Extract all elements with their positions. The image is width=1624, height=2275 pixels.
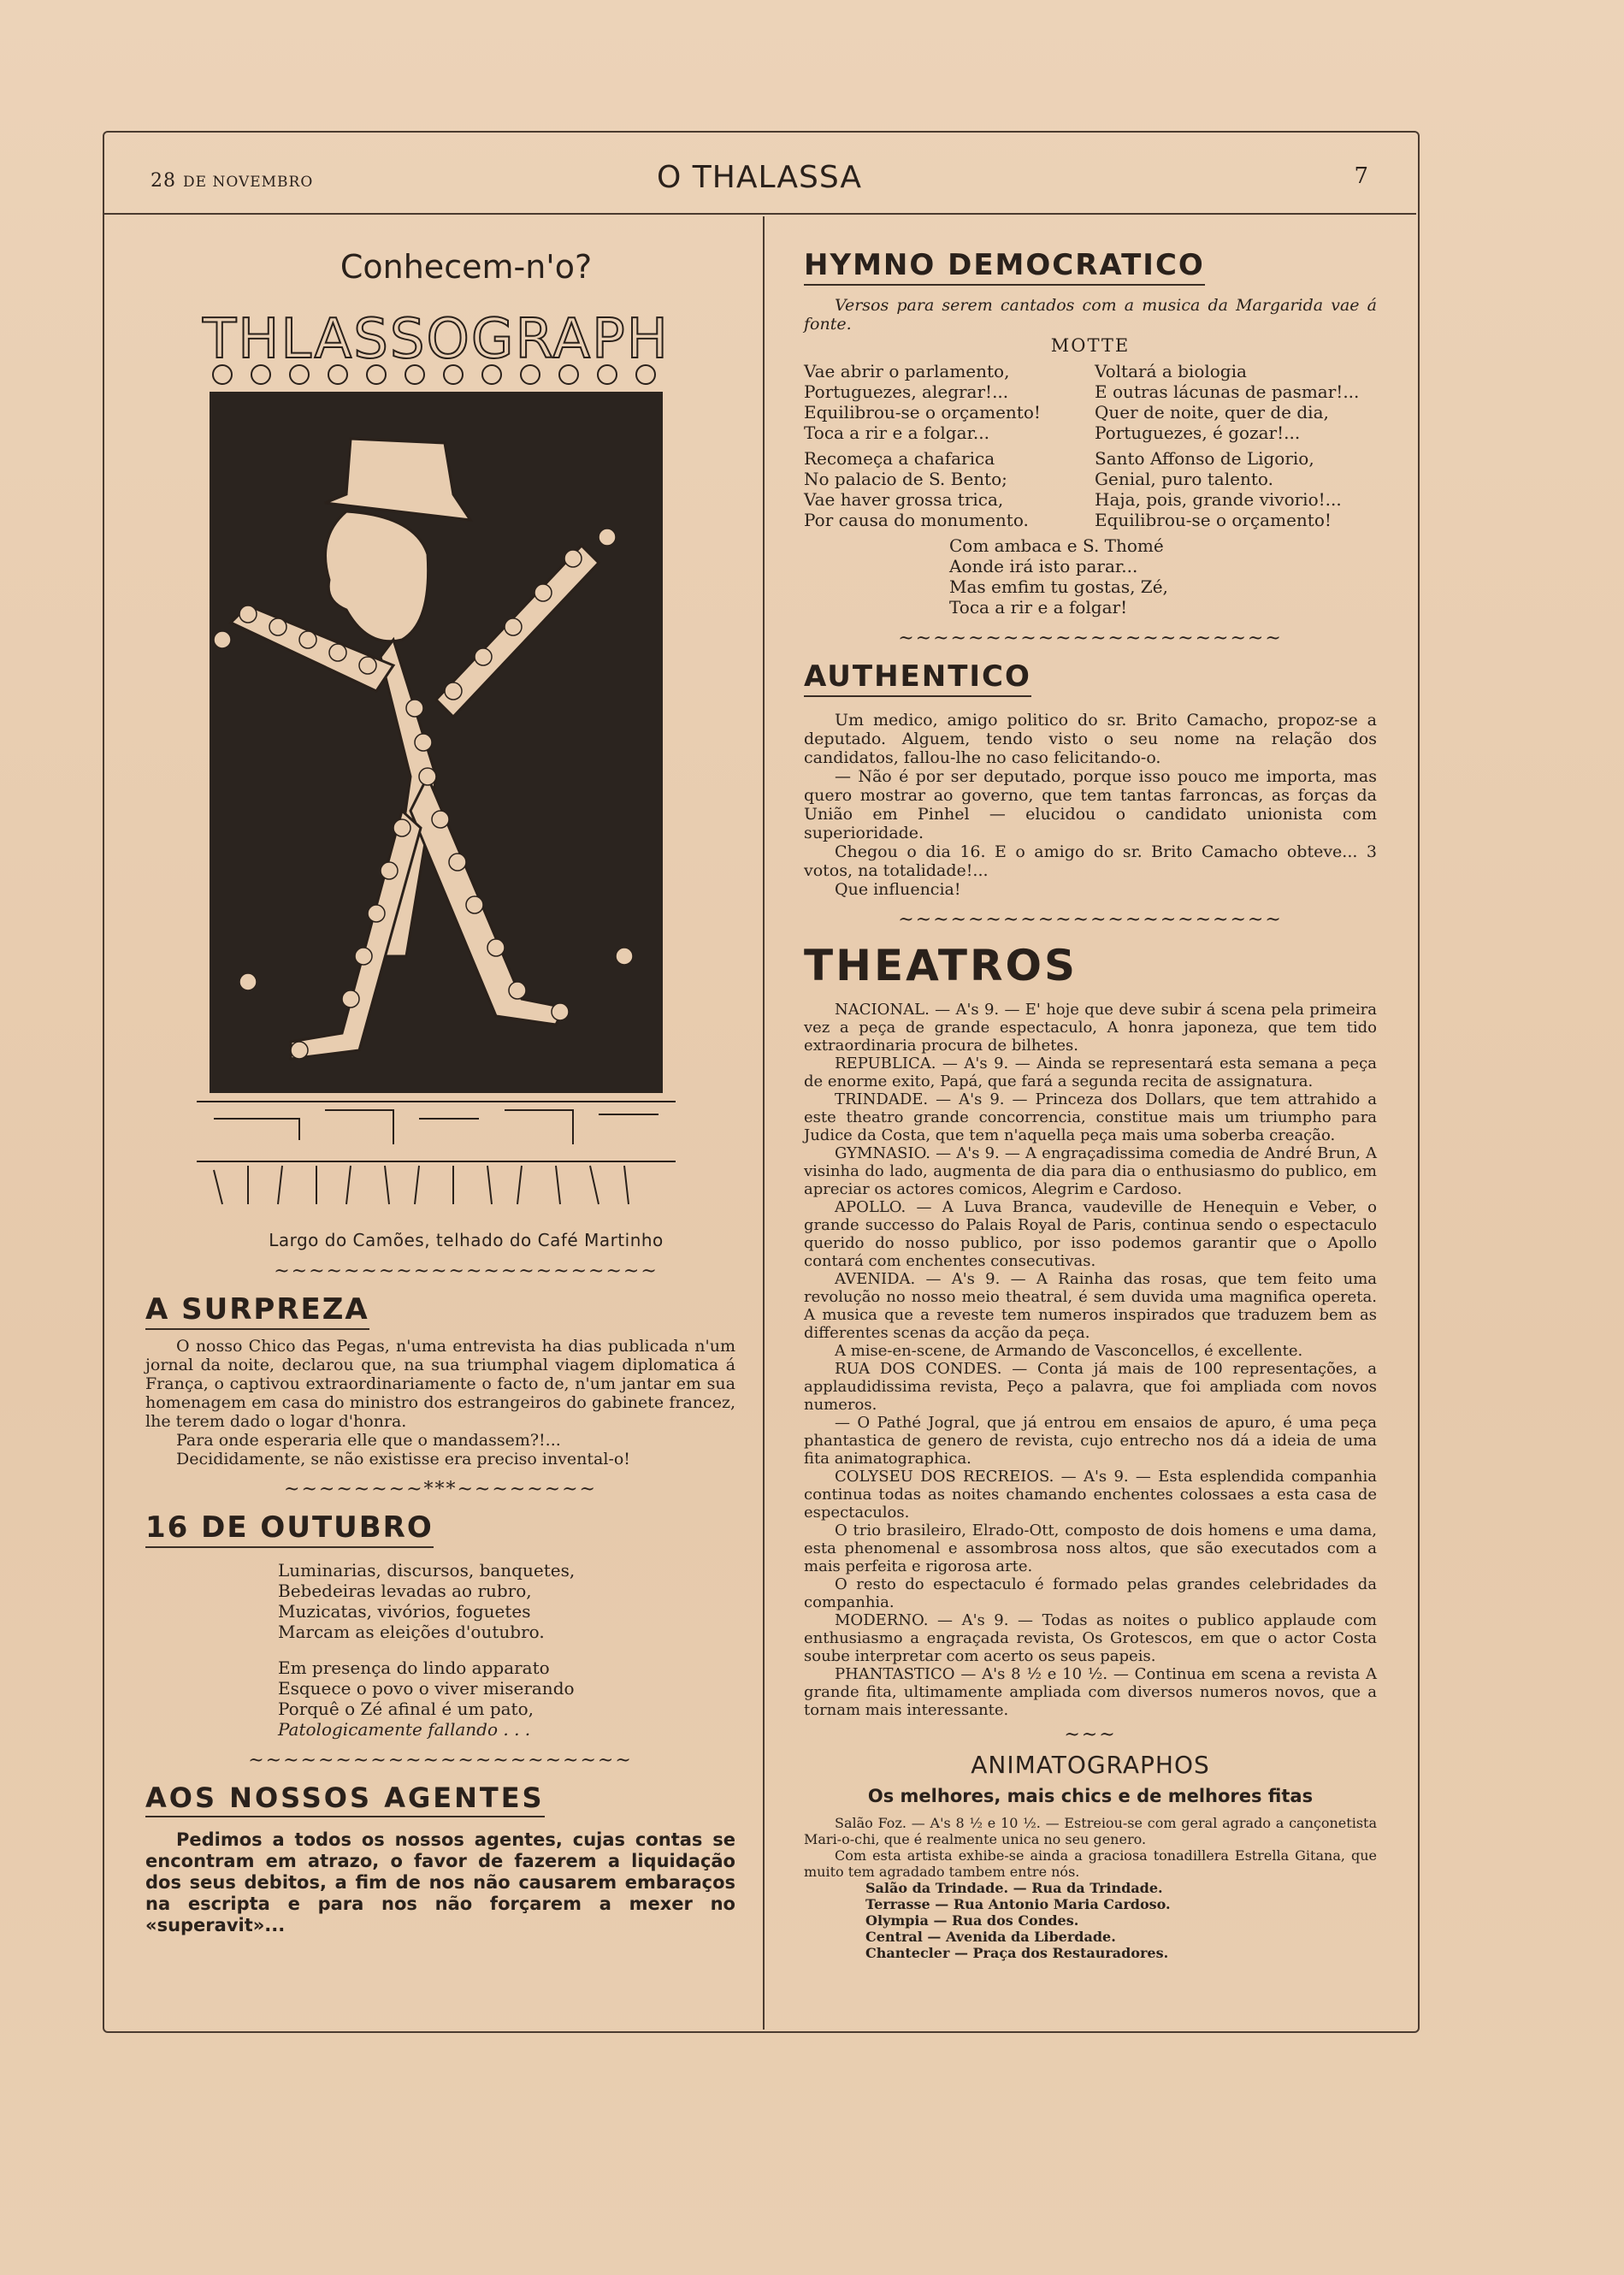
verse-line: Vae abrir o parlamento, [804, 361, 1010, 381]
ornament-divider: ~~~~~~~~~~~~~~~~~~~~~~ [248, 1750, 633, 1771]
verse-line: Toca a rir e a folgar... [804, 422, 989, 443]
theatre-paragraph: MODERNO. — A's 9. — Todas as noites o publico applaude com enthusiasmo a engraçada revista, Os Grotescos, em que o actor Costa soube interpretar com acerto os seus papeis. [804, 1611, 1377, 1665]
animatographo-line: Olympia — Rua dos Condes. [865, 1912, 1079, 1929]
hymno-final-stanza [949, 535, 1377, 618]
authentico-paragraph: Que influencia! [835, 880, 961, 899]
theatre-paragraph: COLYSEU DOS RECREIOS. — A's 9. — Esta esplendida companhia continua todas as noites chamando enchentes colossaes a esta casa de espectaculos. [804, 1468, 1377, 1522]
theatre-paragraph: O resto do espectaculo é formado pelas grandes celebridades da companhia. [804, 1575, 1377, 1611]
verse-line: Portuguezes, alegrar!... [804, 381, 1009, 402]
theatros-section [804, 941, 1377, 1719]
hymno-stanzas-b [804, 448, 1377, 530]
theatros-heading: THEATROS [804, 941, 1078, 990]
animatographo-line: Com esta artista exhibe-se ainda a graciosa tonadillera Estrella Gitana, que muito tem agradado tambem entre nós. [804, 1847, 1377, 1880]
verse-line: Voltará a biologia [1095, 361, 1247, 381]
verse-line: Toca a rir e a folgar! [949, 597, 1128, 618]
animatographos-section [804, 1751, 1377, 1961]
verse-line: E outras lácunas de pasmar!... [1095, 381, 1360, 402]
hymno-intro-text: Versos para serem cantados com a musica da Margarida vae á fonte. [804, 296, 1377, 334]
column-divider [763, 216, 765, 2030]
theatre-paragraph: — O Pathé Jogral, que já entrou em ensaios de apuro, é uma peça phantastica de genero de revista, cujo entrecho nos dá a ideia de uma fita animatographica. [804, 1414, 1377, 1468]
stanza [804, 361, 1086, 443]
animatographos-list [804, 1815, 1377, 1961]
ornament-divider: ~~~ [1064, 1724, 1117, 1746]
surpreza-paragraph: Para onde esperaria elle que o mandassem?!... [176, 1431, 561, 1450]
verse-line: Muzicatas, vivórios, foguetes [278, 1601, 531, 1622]
agentes-text: Pedimos a todos os nossos agentes, cujas contas se encontram em atrazo, o favor de fazerem a liquidação dos seus debitos, a fim de nos não causarem embaraços na escripta e para nos não forçarem a mexer no «superavit»... [145, 1829, 735, 1935]
left-column [145, 248, 735, 1936]
agentes-notice [145, 1829, 735, 1936]
authentico-body [804, 711, 1377, 899]
stanza [1095, 448, 1377, 530]
surpreza-body [145, 1337, 735, 1468]
verse-line: Com ambaca e S. Thomé [949, 535, 1164, 556]
verse-line: Genial, puro talento. [1095, 469, 1273, 489]
outubro-stanza-1 [278, 1560, 735, 1642]
theatre-paragraph: A mise-en-scene, de Armando de Vasconcellos, é excellente. [835, 1342, 1303, 1360]
animatographo-line: Salão da Trindade. — Rua da Trindade. [865, 1880, 1163, 1896]
theatre-paragraph: TRINDADE. — A's 9. — Princeza dos Dollars, que tem attrahido a este theatro grande concorrencia, constitue mais um triumpho para Judice da Costa, que tem n'aquella peça mais uma soberba creação. [804, 1090, 1377, 1144]
animatographo-line: Salão Foz. — A's 8 ½ e 10 ½. — Estreiou-se com geral agrado a cançonetista Mari-o-chi, que é realmente unica no seu genero. [804, 1815, 1377, 1847]
ornament-divider: ~~~~~~~~***~~~~~~~~ [284, 1479, 597, 1500]
verse-line: No palacio de S. Bento; [804, 469, 1007, 489]
authentico-section [804, 659, 1377, 899]
animatographos-heading: ANIMATOGRAPHOS [971, 1751, 1210, 1779]
motte-label: MOTTE [1050, 335, 1131, 356]
authentico-heading: AUTHENTICO [804, 659, 1031, 697]
illustration-title: Conhecem-n'o? [340, 248, 593, 286]
verse-line: Haja, pois, grande vivorio!... [1095, 489, 1342, 510]
banner-text: THLASSOGRAPH [203, 308, 670, 371]
authentico-paragraph: — Não é por ser deputado, porque isso pouco me importa, mas quero mostrar ao governo, que tem tantas farroncas, as forças da União em Pinhel — elucidou o candidato unionista com superioridade. [804, 767, 1377, 842]
animatographos-subheading: Os melhores, mais chics e de melhores fitas [867, 1786, 1314, 1806]
verse-line: Luminarias, discursos, banquetes, [278, 1560, 576, 1581]
surpreza-paragraph: Decididamente, se não existisse era preciso invental-o! [176, 1450, 630, 1468]
caricature-illustration [197, 298, 676, 1221]
verse-line: Recomeça a chafarica [804, 448, 995, 469]
verse-line: Santo Affonso de Ligorio, [1095, 448, 1314, 469]
surpreza-paragraph: O nosso Chico das Pegas, n'uma entrevista ha dias publicada n'um jornal da noite, declarou que, na sua triumphal viagem diplomatica á França, o captivou extraordinariamente o facto de, n'um jantar em sua homenagem em casa do ministro dos estrangeiros do gabinete francez, lhe terem dado o logar d'honra. [145, 1337, 735, 1431]
ornament-divider: ~~~~~~~~~~~~~~~~~~~~~~ [898, 628, 1283, 649]
caricature-drawing [197, 298, 676, 1221]
hymno-heading: HYMNO DEMOCRATICO [804, 248, 1205, 286]
header-date-month: DE NOVEMBRO [183, 174, 314, 191]
theatros-body [804, 1001, 1377, 1719]
verse-line: Quer de noite, quer de dia, [1095, 402, 1329, 422]
surpreza-section [145, 1292, 735, 1468]
theatre-paragraph: NACIONAL. — A's 9. — E' hoje que deve subir á scena pela primeira vez a peça de grande espectaculo, A honra japoneza, que tem tido extraordinaria procura de bilhetes. [804, 1001, 1377, 1055]
page-number: 7 [1354, 163, 1368, 189]
rooftop-lines [197, 1102, 676, 1204]
theatre-paragraph: RUA DOS CONDES. — Conta já mais de 100 representações, a applaudidissima revista, Peço a palavra, que foi ampliada com novos numeros. [804, 1360, 1377, 1414]
right-column [804, 248, 1377, 1961]
animatographo-line: Central — Avenida da Liberdade. [865, 1929, 1116, 1945]
illustration-caption: Largo do Camões, telhado do Café Martinho [269, 1230, 664, 1250]
theatre-paragraph: REPUBLICA. — A's 9. — Ainda se representará esta semana a peça de enorme exito, Papá, que fará a segunda recita de assignatura. [804, 1055, 1377, 1090]
authentico-paragraph: Um medico, amigo politico do sr. Brito Camacho, propoz-se a deputado. Alguem, tendo visto o seu nome na relação dos candidatos, fallou-lhe no caso felicitando-o. [804, 711, 1377, 767]
verse-line: Esquece o povo o viver miserando [278, 1678, 575, 1699]
verse-line: Marcam as eleições d'outubro. [278, 1622, 545, 1642]
animatographo-line: Chantecler — Praça dos Restauradores. [865, 1945, 1169, 1961]
animatographo-line: Terrasse — Rua Antonio Maria Cardoso. [865, 1896, 1171, 1912]
outubro-stanza-2 [278, 1658, 735, 1740]
verse-line: Por causa do monumento. [804, 510, 1029, 530]
agentes-heading: AOS NOSSOS AGENTES [145, 1782, 545, 1817]
stanza [1095, 361, 1377, 443]
theatre-paragraph: PHANTASTICO — A's 8 ½ e 10 ½. — Continua em scena a revista A grande fita, ultimamente ampliada com diversos numeros novos, que a tornam mais interessante. [804, 1665, 1377, 1719]
outubro-section [145, 1510, 735, 1740]
stanza [804, 448, 1086, 530]
ornament-divider: ~~~~~~~~~~~~~~~~~~~~~~ [898, 909, 1283, 931]
verse-line: Aonde irá isto parar... [949, 556, 1138, 576]
newspaper-title: O THALASSA [657, 160, 862, 195]
verse-line: Em presença do lindo apparato [278, 1658, 550, 1678]
verse-line: Patologicamente fallando . . . [278, 1719, 531, 1740]
agentes-section [145, 1782, 735, 1936]
theatre-paragraph: GYMNASIO. — A's 9. — A engraçadissima comedia de André Brun, A visinha do lado, augmenta de dia para dia o enthusiasmo do publico, em apreciar os actores comicos, Alegrim e Cardoso. [804, 1144, 1377, 1198]
outubro-heading: 16 DE OUTUBRO [145, 1510, 434, 1548]
theatre-paragraph: O trio brasileiro, Elrado-Ott, composto de dois homens e uma dama, esta phenomenal e assombrosa noss altos, que são executados com a mais perfeita e rigorosa arte. [804, 1522, 1377, 1575]
ornament-divider: ~~~~~~~~~~~~~~~~~~~~~~ [274, 1261, 658, 1282]
theatre-paragraph: APOLLO. — A Luva Branca, vaudeville de Henequin e Veber, o grande successo do Palais Royal de Paris, continua sendo o espectaculo querido do nosso publico, por isso podemos garantir que o Apollo contará com enchentes consecutivas. [804, 1198, 1377, 1270]
header-date-day: 28 [151, 170, 176, 192]
verse-line: Porquê o Zé afinal é um pato, [278, 1699, 534, 1719]
hymno-stanzas-a [804, 361, 1377, 443]
verse-line: Bebedeiras levadas ao rubro, [278, 1581, 532, 1601]
authentico-paragraph: Chegou o dia 16. E o amigo do sr. Brito Camacho obteve... 3 votos, na totalidade!... [804, 842, 1377, 880]
hymno-intro [804, 296, 1377, 334]
theatre-paragraph: AVENIDA. — A's 9. — A Rainha das rosas, que tem feito uma revolução no nosso meio theatral, é sem duvida uma magnifica opereta. A musica que a reveste tem numeros inspirados que traduzem bem as differentes scenas da acção da peça. [804, 1270, 1377, 1342]
verse-line: Portuguezes, é gozar!... [1095, 422, 1301, 443]
verse-line: Equilibrou-se o orçamento! [804, 402, 1041, 422]
verse-line: Mas emfim tu gostas, Zé, [949, 576, 1168, 597]
hymno-section [804, 248, 1377, 618]
verse-line: Vae haver grossa trica, [804, 489, 1004, 510]
verse-line: Equilibrou-se o orçamento! [1095, 510, 1332, 530]
surpreza-heading: A SURPREZA [145, 1292, 369, 1330]
page-header [103, 131, 1416, 215]
